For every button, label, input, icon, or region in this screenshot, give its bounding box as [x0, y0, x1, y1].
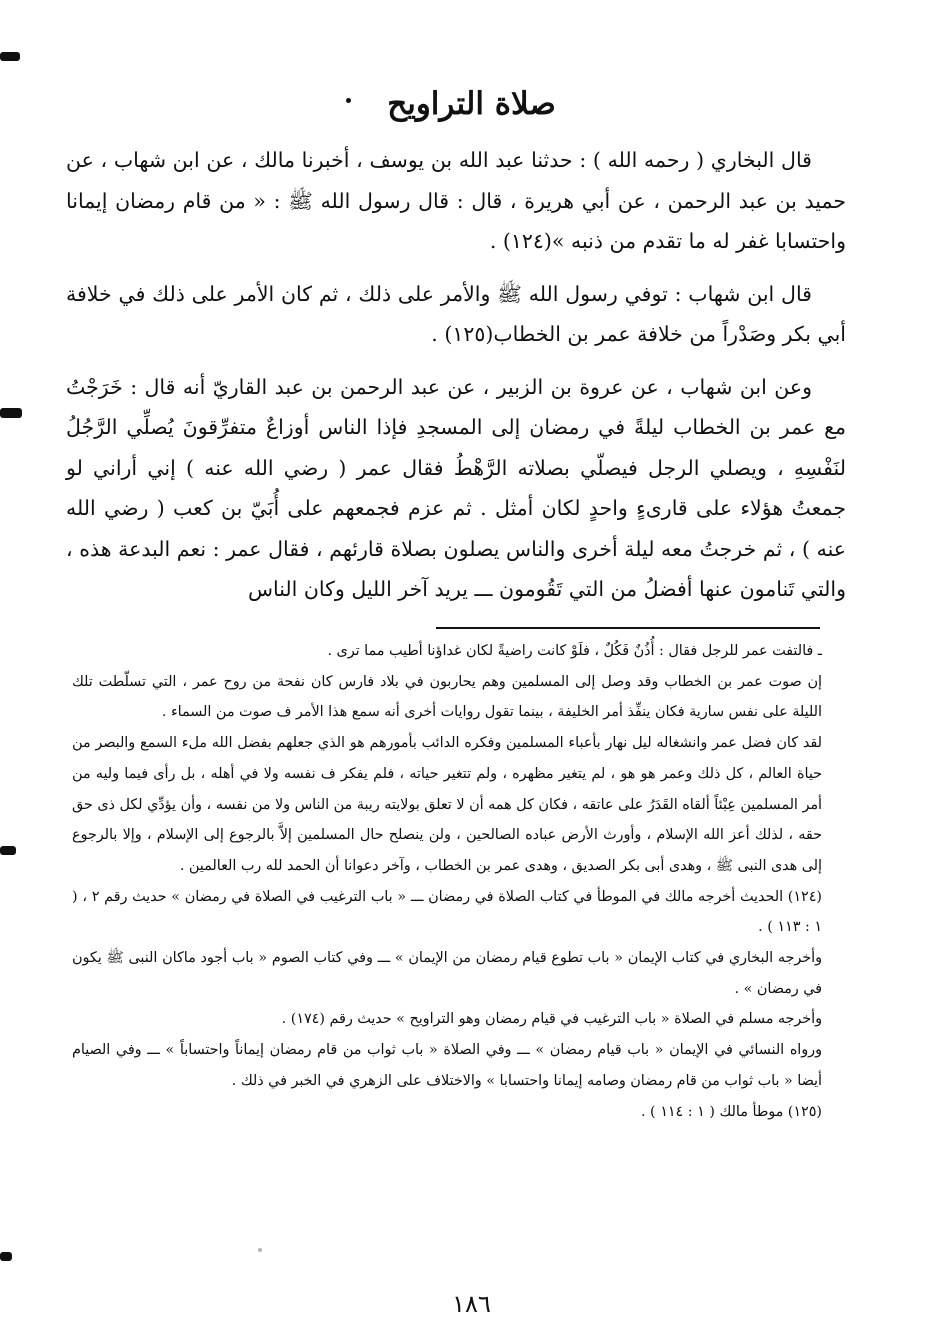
footnote-125: (١٢٥) موطأ مالك ( ١ : ١١٤ ) . [640, 1103, 822, 1120]
paragraph-umar-taraweeh: وعن ابن شهاب ، عن عروة بن الزبير ، عن عبد الرحمن بن عبد القاريّ أنه قال : خَرَجْتُ مع عمر بن الخطاب ليلةً في رمضان إلى المسجدِ فإذا الناس أوزاعٌ متفرِّقونَ يُصلِّي الرَّجُلُ لنَفْسِهِ ، ويصلي الرجل فيصلّي بصلاته الرَّهْطُ فقال عمر ( رضي الله عنه ) إني أراني لو جمعتُ هؤلاء على قارىءٍ واحدٍ لكان أمثل . ثم عزم فجمعهم على أُبَيّ بن كعب ( رضي الله عنه ) ، ثم خرجتُ معه ليلة أخرى والناس يصلون بصلاة قارئهم ، فقال عمر : نعم البدعة هذه ، والتي تَنامون عنها أفضلُ من التي تَقُومون ـــ يريد آخر الليل وكان الناس [66, 374, 846, 601]
main-text [66, 140, 846, 622]
scan-edge-mark-bottom [0, 1252, 12, 1261]
scan-speck [258, 1248, 262, 1252]
scan-edge-mark-lower [0, 846, 16, 855]
scan-edge-mark-top [0, 52, 20, 61]
scan-edge-mark-middle [0, 408, 22, 418]
footnote-124-muslim: وأخرجه مسلم في الصلاة « باب الترغيب في قيام رمضان وهو التراويح » حديث رقم (١٧٤) . [281, 1011, 822, 1028]
page-number: ١٨٦ [452, 1290, 491, 1318]
footnote-paragraph: لقد كان فضل عمر وانشغاله ليل نهار بأعباء المسلمين وفكره الدائب بأمورهم هو الذي جعلهم بفضل الله ملء السمع والبصر من حياة العالم ، كل ذلك وعمر هو هو ، لم يتغير مظهره ، ولم تتغير حياته ، فلم يفكر ف نفسه ولا في أهله ، بل رأى فيما وليه من أمر المسلمين عِبْئاً ألقاه القَدَرُ على عاتقه ، فكان كل همه أن لا تعلق بولايته ريبة من الناس ولا من نفسه ، وأن يؤدِّي لكل ذى حق حقه ، لذلك أعز الله الإسلام ، وأورث الأرض عباده الصالحين ، ولن ينصلح حال المسلمين إلاَّ بالرجوع إلى الإسلام ، وإلا بالرجوع إلى هدى النبى ﷺ ، وهدى أبى بكر الصديق ، وهدى عمر بن الخطاب ، وآخر دعوانا أن الحمد لله رب العالمين . [72, 735, 822, 874]
footnotes [72, 636, 822, 1127]
title-ornament-dot [346, 98, 351, 103]
paragraph-bukhari-hadith: قال البخاري ( رحمه الله ) : حدثنا عبد الله بن يوسف ، أخبرنا مالك ، عن ابن شهاب ، عن حميد بن عبد الرحمن ، عن أبي هريرة ، قال : قال رسول الله ﷺ : « من قام رمضان إيمانا واحتسابا غفر له ما تقدم من ذنبه »(١٢٤) . [66, 148, 846, 253]
paragraph-ibn-shihab: قال ابن شهاب : توفي رسول الله ﷺ والأمر على ذلك ، ثم كان الأمر على ذلك في خلافة أبي بكر وصَدْراً من خلافة عمر بن الخطاب(١٢٥) . [66, 281, 846, 346]
footnote-separator [436, 627, 820, 629]
footnote-paragraph: إن صوت عمر بن الخطاب وقد وصل إلى المسلمين وهم يحاربون في بلاد فارس كان نفحة من روح عمر ، التي تسلّطت تلك الليلة على نفس سارية فكان ينفِّذ أمر الخليفة ، بينما تقول روايات أخرى أنه سمع هذا الأمر ف صوت من السماء . [72, 673, 822, 721]
footnote-124-bukhari: وأخرجه البخاري في كتاب الإيمان « باب تطوع قيام رمضان من الإيمان » ـــ وفي كتاب الصوم « باب أجود ماكان النبى ﷺ يكون في رمضان » . [72, 950, 822, 997]
footnote-124-nasai: ورواه النسائي في الإيمان « باب قيام رمضان » ـــ وفي الصلاة « باب ثواب من قام رمضان إيماناً واحتساباً » ـــ وفي الصيام أيضا « باب ثواب من قام رمضان وصامه إيمانا واحتسابا » والاختلاف على الزهري في الخبر في ذلك . [72, 1042, 822, 1089]
footnote-124: (١٢٤) الحديث أخرجه مالك في الموطأ في كتاب الصلاة في رمضان ـــ « باب الترغيب في الصلاة في رمضان » حديث رقم ٢ ، ( ١ : ١١٣ ) . [72, 888, 822, 936]
page-title: صلاة التراويح [387, 86, 556, 122]
footnote-continuation: ـ فالتفت عمر للرجل فقال : أُذُنٌ فَكُلٌ ، فلَوْ كانت راضيةً لكان غداؤنا أطيب مما ترى . [327, 643, 822, 659]
